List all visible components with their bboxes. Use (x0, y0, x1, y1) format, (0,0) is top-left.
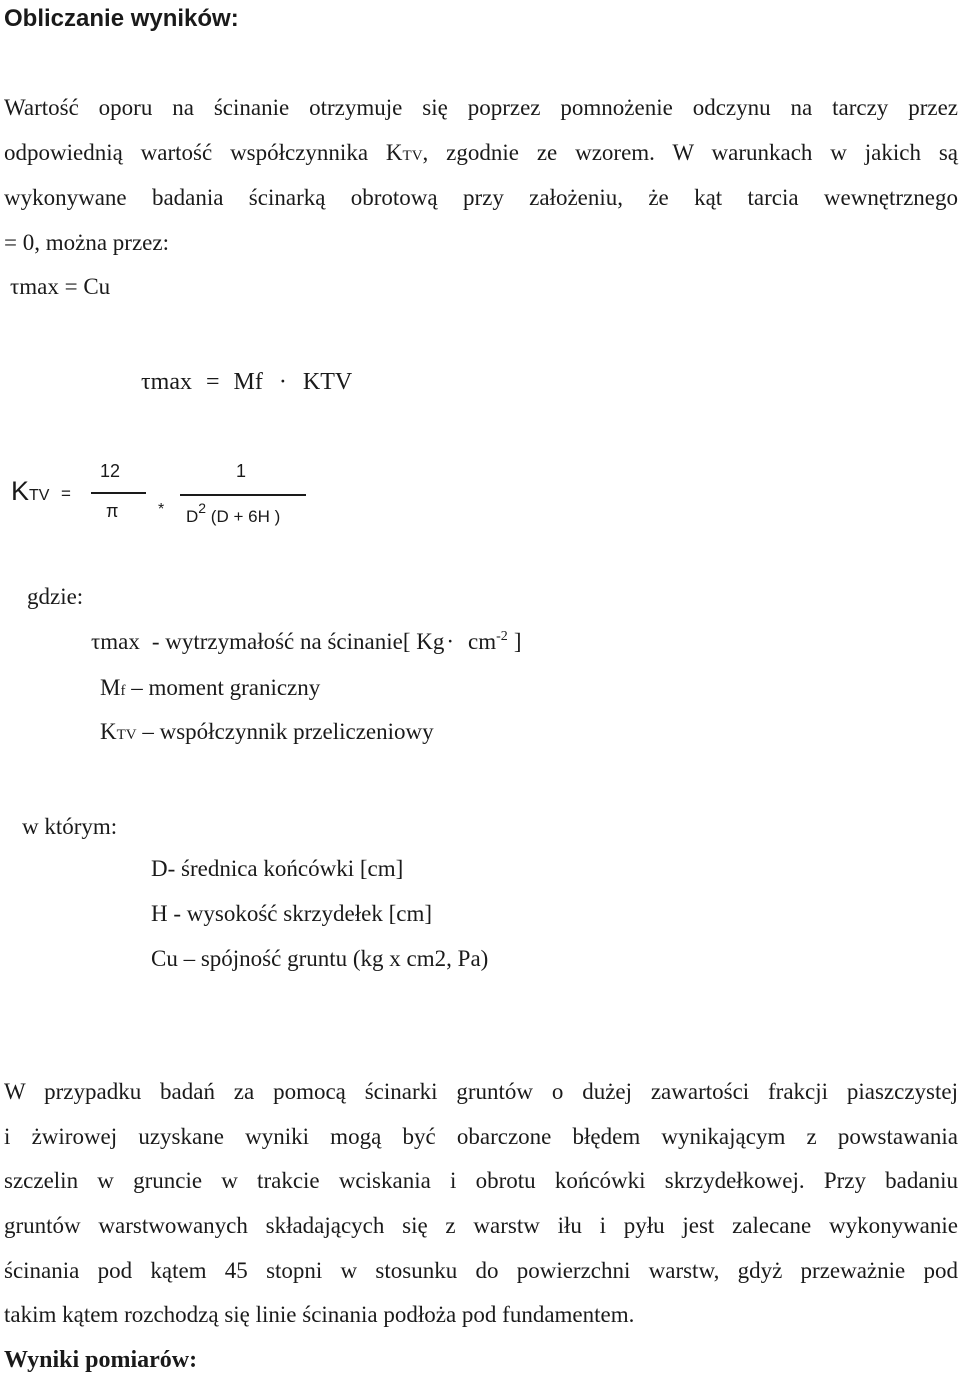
variable-cu: Cu – spójność gruntu (kg x cm2, Pa) (151, 946, 489, 971)
paragraph-line-2: i żwirowej uzyskane wyniki mogą być obarczone błędem wynikającym z powstawania (4, 1124, 958, 1149)
intro-line-2: odpowiednią wartość współczynnika KTV, zgodnie ze wzorem. W warunkach w jakich są (4, 140, 958, 165)
formula-ktv-symbol: KTV (11, 476, 50, 506)
definition-ktv: KTV – współczynnik przeliczeniowy (100, 719, 434, 744)
formula-numerator-2: 1 (236, 461, 247, 481)
formula-numerator-1: 12 (100, 461, 121, 481)
fraction-bar-2 (180, 494, 306, 496)
equation-tau-mf-ktv: τmax = Mf · KTV (141, 369, 353, 395)
paragraph-line-5: ścinania pod kątem 45 stopni w stosunku do powierzchni warstw, gdyż przeważnie pod (4, 1258, 958, 1283)
intro-line-4: = 0, można przez: (4, 230, 169, 255)
formula-multiply: * (158, 501, 165, 518)
definition-mf: Mf – moment graniczny (100, 675, 321, 700)
formula-denominator-1: π (106, 501, 119, 521)
label-gdzie: gdzie: (27, 584, 84, 609)
section-heading-calculation: Obliczanie wyników: (4, 5, 239, 32)
paragraph-line-4: gruntów warstwowanych składających się z warstw iłu i pyłu jest zalecane wykonywanie (4, 1213, 958, 1238)
paragraph-line-6: takim kątem rozchodzą się linie ścinania podłoża pod fundamentem. (4, 1302, 635, 1327)
section-heading-results: Wyniki pomiarów: (4, 1347, 198, 1373)
formula-equals: = (61, 484, 71, 503)
variable-d: D- średnica końcówki [cm] (151, 856, 404, 881)
paragraph-line-3: szczelin w gruncie w trakcie wciskania i obrotu końcówki skrzydełkowej. Przy badaniu (4, 1168, 958, 1193)
definition-tau: τmax - wytrzymałość na ścinanie[ $Kg\cdot cm^{-2}$ ] (91, 629, 522, 654)
intro-line-1: Wartość oporu na ścinanie otrzymuje się poprzez pomnożenie odczynu na tarczy przez (4, 95, 958, 120)
intro-line-3: wykonywane badania ścinarką obrotową przy założeniu, że kąt tarcia wewnętrznego (4, 185, 958, 210)
equation-tau-cu: τmax = Cu (10, 274, 111, 299)
paragraph-line-1: W przypadku badań za pomocą ścinarki gruntów o dużej zawartości frakcji piaszczystej (4, 1079, 958, 1104)
label-w-ktorym: w którym: (22, 814, 118, 839)
fraction-bar-1 (91, 492, 146, 494)
variable-h: H - wysokość skrzydełek [cm] (151, 901, 433, 926)
formula-denominator-2: $D^2$ (D + 6H ) (186, 500, 281, 526)
